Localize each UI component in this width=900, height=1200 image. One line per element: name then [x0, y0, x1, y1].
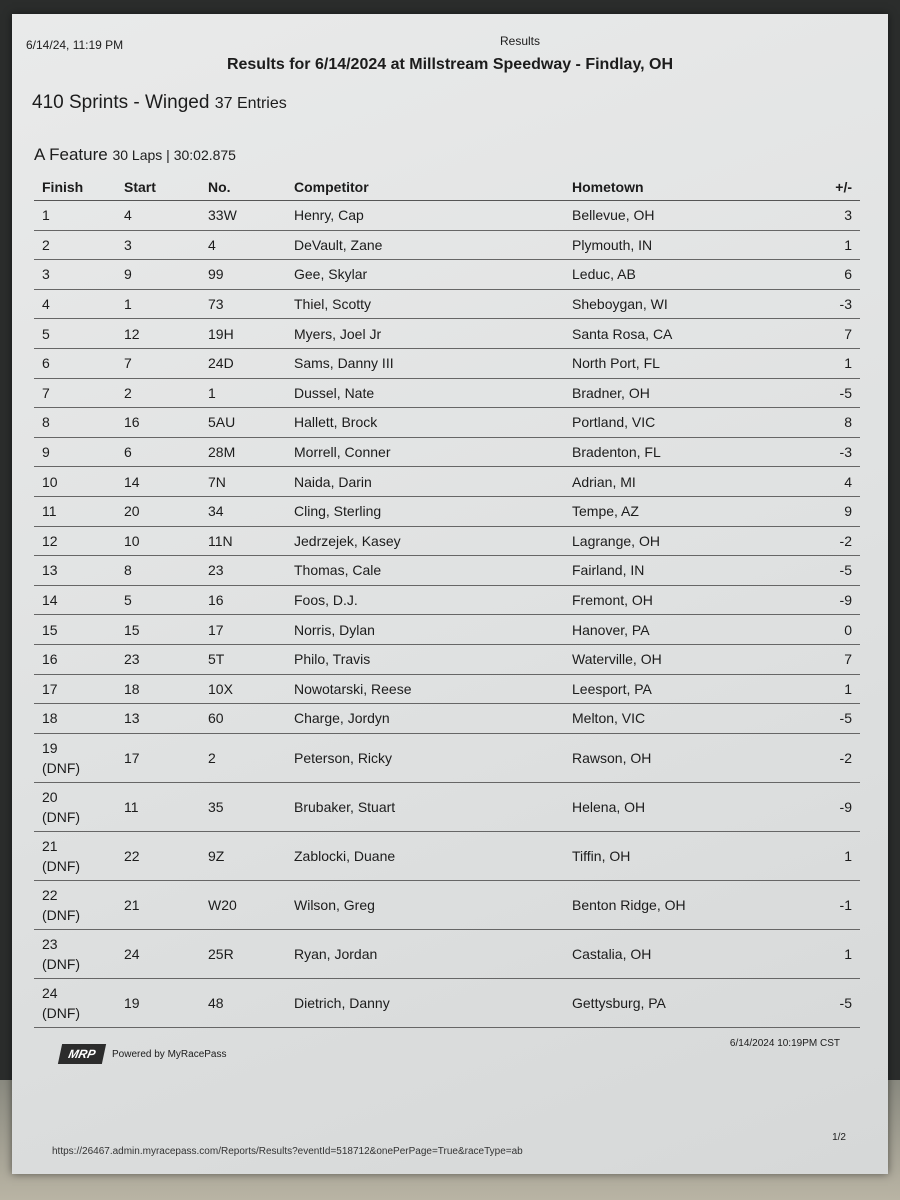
- cell-hometown: Rawson, OH: [564, 733, 822, 782]
- cell-start: 10: [116, 526, 200, 556]
- cell-competitor: Ryan, Jordan: [286, 929, 564, 978]
- cell-plus-minus: 1: [822, 831, 860, 880]
- table-row: [34, 644, 860, 674]
- cell-hometown: Tiffin, OH: [564, 831, 822, 880]
- cell-plus-minus: 1: [822, 348, 860, 378]
- cell-competitor: Cling, Sterling: [286, 496, 564, 526]
- cell-plus-minus: -9: [822, 782, 860, 831]
- cell-hometown: Adrian, MI: [564, 467, 822, 497]
- cell-car-number: W20: [200, 880, 286, 929]
- table-header-row: [34, 174, 860, 201]
- cell-car-number: 19H: [200, 319, 286, 349]
- cell-finish: [34, 260, 116, 290]
- cell-start: 17: [116, 733, 200, 782]
- cell-plus-minus: 1: [822, 230, 860, 260]
- cell-car-number: 33W: [200, 201, 286, 231]
- finish-position: 17: [42, 680, 58, 697]
- cell-finish: [34, 348, 116, 378]
- cell-plus-minus: 1: [822, 674, 860, 704]
- cell-finish: [34, 615, 116, 645]
- finish-position: 15: [42, 621, 58, 638]
- cell-hometown: Helena, OH: [564, 782, 822, 831]
- cell-competitor: Charge, Jordyn: [286, 704, 564, 734]
- report-url: https://26467.admin.myracepass.com/Reports/Results?eventId=518712&onePerPage=True&raceType=ab: [52, 1146, 523, 1157]
- page-number: 1/2: [832, 1132, 846, 1143]
- cell-hometown: Plymouth, IN: [564, 230, 822, 260]
- cell-start: 21: [116, 880, 200, 929]
- cell-car-number: 25R: [200, 929, 286, 978]
- cell-finish: [34, 319, 116, 349]
- cell-plus-minus: -2: [822, 526, 860, 556]
- feature-heading: [34, 145, 236, 165]
- cell-car-number: 34: [200, 496, 286, 526]
- cell-car-number: 73: [200, 289, 286, 319]
- cell-start: 4: [116, 201, 200, 231]
- cell-car-number: 5AU: [200, 408, 286, 438]
- cell-car-number: 7N: [200, 467, 286, 497]
- cell-hometown: Leduc, AB: [564, 260, 822, 290]
- cell-start: 22: [116, 831, 200, 880]
- cell-plus-minus: 0: [822, 615, 860, 645]
- cell-hometown: Hanover, PA: [564, 615, 822, 645]
- cell-start: 2: [116, 378, 200, 408]
- cell-competitor: Philo, Travis: [286, 644, 564, 674]
- cell-competitor: Jedrzejek, Kasey: [286, 526, 564, 556]
- cell-finish: [34, 496, 116, 526]
- finish-position: 21: [42, 837, 58, 854]
- cell-competitor: Zablocki, Duane: [286, 831, 564, 880]
- cell-start: 1: [116, 289, 200, 319]
- finish-position: 3: [42, 266, 50, 283]
- race-class-name: 410 Sprints - Winged: [32, 92, 210, 113]
- table-row: [34, 526, 860, 556]
- cell-finish: [34, 978, 116, 1027]
- cell-plus-minus: 1: [822, 929, 860, 978]
- finish-position: 9: [42, 444, 50, 461]
- table-row: [34, 704, 860, 734]
- cell-finish: [34, 230, 116, 260]
- cell-car-number: 16: [200, 585, 286, 615]
- cell-plus-minus: 7: [822, 319, 860, 349]
- cell-hometown: Bradner, OH: [564, 378, 822, 408]
- cell-hometown: Santa Rosa, CA: [564, 319, 822, 349]
- finish-position: 14: [42, 592, 58, 609]
- finish-position: 1: [42, 207, 50, 224]
- cell-plus-minus: 4: [822, 467, 860, 497]
- cell-hometown: Tempe, AZ: [564, 496, 822, 526]
- cell-start: 20: [116, 496, 200, 526]
- finish-status: (DNF): [42, 759, 81, 776]
- cell-finish: [34, 674, 116, 704]
- cell-finish: [34, 704, 116, 734]
- cell-plus-minus: 7: [822, 644, 860, 674]
- cell-competitor: Brubaker, Stuart: [286, 782, 564, 831]
- cell-finish: [34, 585, 116, 615]
- cell-finish: [34, 733, 116, 782]
- cell-car-number: 24D: [200, 348, 286, 378]
- cell-finish: [34, 201, 116, 231]
- cell-car-number: 17: [200, 615, 286, 645]
- cell-car-number: 11N: [200, 526, 286, 556]
- table-row: [34, 978, 860, 1027]
- event-title: Results for 6/14/2024 at Millstream Speedway - Findlay, OH: [226, 56, 674, 73]
- table-row: [34, 496, 860, 526]
- finish-position: 16: [42, 651, 58, 668]
- powered-by-text: Powered by MyRacePass: [112, 1048, 227, 1060]
- finish-status: (DNF): [42, 857, 81, 874]
- finish-position: 13: [42, 562, 58, 579]
- cell-competitor: Wilson, Greg: [286, 880, 564, 929]
- cell-hometown: Fremont, OH: [564, 585, 822, 615]
- cell-hometown: Leesport, PA: [564, 674, 822, 704]
- cell-competitor: Peterson, Ricky: [286, 733, 564, 782]
- cell-plus-minus: -5: [822, 704, 860, 734]
- finish-position: 4: [42, 296, 50, 313]
- column-header-start: Start: [116, 174, 200, 201]
- cell-start: 13: [116, 704, 200, 734]
- cell-competitor: Thomas, Cale: [286, 556, 564, 586]
- finish-position: 5: [42, 325, 50, 342]
- cell-plus-minus: 9: [822, 496, 860, 526]
- cell-competitor: DeVault, Zane: [286, 230, 564, 260]
- cell-start: 15: [116, 615, 200, 645]
- finish-position: 20: [42, 788, 58, 805]
- finish-position: 22: [42, 886, 58, 903]
- cell-start: 18: [116, 674, 200, 704]
- cell-finish: [34, 929, 116, 978]
- table-row: [34, 782, 860, 831]
- cell-hometown: Castalia, OH: [564, 929, 822, 978]
- cell-plus-minus: -9: [822, 585, 860, 615]
- cell-car-number: 28M: [200, 437, 286, 467]
- cell-car-number: 2: [200, 733, 286, 782]
- cell-competitor: Dietrich, Danny: [286, 978, 564, 1027]
- finish-position: 8: [42, 414, 50, 431]
- cell-competitor: Naida, Darin: [286, 467, 564, 497]
- cell-hometown: Gettysburg, PA: [564, 978, 822, 1027]
- cell-plus-minus: -1: [822, 880, 860, 929]
- finish-position: 10: [42, 473, 58, 490]
- cell-hometown: Lagrange, OH: [564, 526, 822, 556]
- cell-plus-minus: -5: [822, 978, 860, 1027]
- cell-hometown: Waterville, OH: [564, 644, 822, 674]
- table-row: [34, 289, 860, 319]
- cell-car-number: 9Z: [200, 831, 286, 880]
- results-table: [34, 174, 860, 1028]
- print-datetime: 6/14/24, 11:19 PM: [26, 38, 124, 52]
- finish-position: 6: [42, 355, 50, 372]
- table-row: [34, 201, 860, 231]
- table-row: [34, 556, 860, 586]
- feature-meta: 30 Laps | 30:02.875: [112, 147, 236, 163]
- cell-finish: [34, 467, 116, 497]
- cell-car-number: 5T: [200, 644, 286, 674]
- cell-start: 6: [116, 437, 200, 467]
- cell-start: 12: [116, 319, 200, 349]
- column-header-competitor: Competitor: [286, 174, 564, 201]
- table-row: [34, 585, 860, 615]
- cell-hometown: Fairland, IN: [564, 556, 822, 586]
- column-header-hometown: Hometown: [564, 174, 822, 201]
- cell-start: 14: [116, 467, 200, 497]
- table-row: [34, 348, 860, 378]
- table-row: [34, 467, 860, 497]
- cell-competitor: Dussel, Nate: [286, 378, 564, 408]
- table-row: [34, 319, 860, 349]
- cell-finish: [34, 526, 116, 556]
- cell-start: 11: [116, 782, 200, 831]
- cell-start: 23: [116, 644, 200, 674]
- cell-competitor: Thiel, Scotty: [286, 289, 564, 319]
- report-timestamp: 6/14/2024 10:19PM CST: [729, 1038, 840, 1049]
- race-class-heading: [32, 92, 287, 114]
- cell-finish: [34, 378, 116, 408]
- cell-finish: [34, 289, 116, 319]
- cell-start: 5: [116, 585, 200, 615]
- cell-finish: [34, 556, 116, 586]
- cell-competitor: Nowotarski, Reese: [286, 674, 564, 704]
- cell-plus-minus: -3: [822, 437, 860, 467]
- table-row: [34, 378, 860, 408]
- cell-plus-minus: -5: [822, 556, 860, 586]
- table-row: [34, 733, 860, 782]
- cell-start: 8: [116, 556, 200, 586]
- cell-plus-minus: -3: [822, 289, 860, 319]
- cell-start: 7: [116, 348, 200, 378]
- myracepass-logo: MRP: [58, 1044, 106, 1064]
- cell-competitor: Norris, Dylan: [286, 615, 564, 645]
- finish-position: 2: [42, 236, 50, 253]
- finish-position: 24: [42, 984, 58, 1001]
- table-row: [34, 674, 860, 704]
- cell-plus-minus: -5: [822, 378, 860, 408]
- cell-finish: [34, 437, 116, 467]
- finish-status: (DNF): [42, 808, 81, 825]
- cell-competitor: Morrell, Conner: [286, 437, 564, 467]
- feature-name: A Feature: [34, 145, 108, 164]
- cell-car-number: 99: [200, 260, 286, 290]
- finish-position: 23: [42, 935, 58, 952]
- cell-start: 9: [116, 260, 200, 290]
- table-row: [34, 929, 860, 978]
- table-row: [34, 408, 860, 438]
- cell-plus-minus: 3: [822, 201, 860, 231]
- cell-competitor: Sams, Danny III: [286, 348, 564, 378]
- cell-car-number: 10X: [200, 674, 286, 704]
- cell-plus-minus: 8: [822, 408, 860, 438]
- cell-hometown: Benton Ridge, OH: [564, 880, 822, 929]
- page-header-title: Results: [500, 34, 541, 48]
- cell-hometown: Bradenton, FL: [564, 437, 822, 467]
- column-header-number: No.: [200, 174, 286, 201]
- cell-car-number: 23: [200, 556, 286, 586]
- cell-plus-minus: 6: [822, 260, 860, 290]
- finish-position: 19: [42, 739, 58, 756]
- cell-car-number: 1: [200, 378, 286, 408]
- finish-status: (DNF): [42, 906, 81, 923]
- cell-car-number: 48: [200, 978, 286, 1027]
- cell-finish: [34, 408, 116, 438]
- cell-finish: [34, 880, 116, 929]
- cell-start: 24: [116, 929, 200, 978]
- powered-by: [60, 1044, 227, 1064]
- cell-competitor: Henry, Cap: [286, 201, 564, 231]
- cell-hometown: North Port, FL: [564, 348, 822, 378]
- table-row: [34, 880, 860, 929]
- cell-finish: [34, 782, 116, 831]
- cell-start: 3: [116, 230, 200, 260]
- finish-status: (DNF): [42, 955, 81, 972]
- table-row: [34, 437, 860, 467]
- results-sheet: [12, 14, 888, 1174]
- cell-start: 19: [116, 978, 200, 1027]
- cell-competitor: Foos, D.J.: [286, 585, 564, 615]
- finish-status: (DNF): [42, 1004, 81, 1021]
- cell-finish: [34, 644, 116, 674]
- cell-finish: [34, 831, 116, 880]
- table-row: [34, 615, 860, 645]
- cell-competitor: Gee, Skylar: [286, 260, 564, 290]
- cell-plus-minus: -2: [822, 733, 860, 782]
- finish-position: 11: [42, 503, 57, 520]
- cell-car-number: 4: [200, 230, 286, 260]
- cell-competitor: Hallett, Brock: [286, 408, 564, 438]
- column-header-finish: Finish: [34, 174, 116, 201]
- finish-position: 18: [42, 710, 58, 727]
- finish-position: 12: [42, 532, 58, 549]
- table-row: [34, 230, 860, 260]
- table-row: [34, 260, 860, 290]
- cell-hometown: Sheboygan, WI: [564, 289, 822, 319]
- race-class-entries: 37 Entries: [214, 95, 287, 112]
- cell-hometown: Portland, VIC: [564, 408, 822, 438]
- column-header-plus-minus: +/-: [822, 174, 860, 201]
- cell-competitor: Myers, Joel Jr: [286, 319, 564, 349]
- table-row: [34, 831, 860, 880]
- cell-start: 16: [116, 408, 200, 438]
- cell-hometown: Bellevue, OH: [564, 201, 822, 231]
- finish-position: 7: [42, 384, 50, 401]
- cell-car-number: 35: [200, 782, 286, 831]
- cell-hometown: Melton, VIC: [564, 704, 822, 734]
- cell-car-number: 60: [200, 704, 286, 734]
